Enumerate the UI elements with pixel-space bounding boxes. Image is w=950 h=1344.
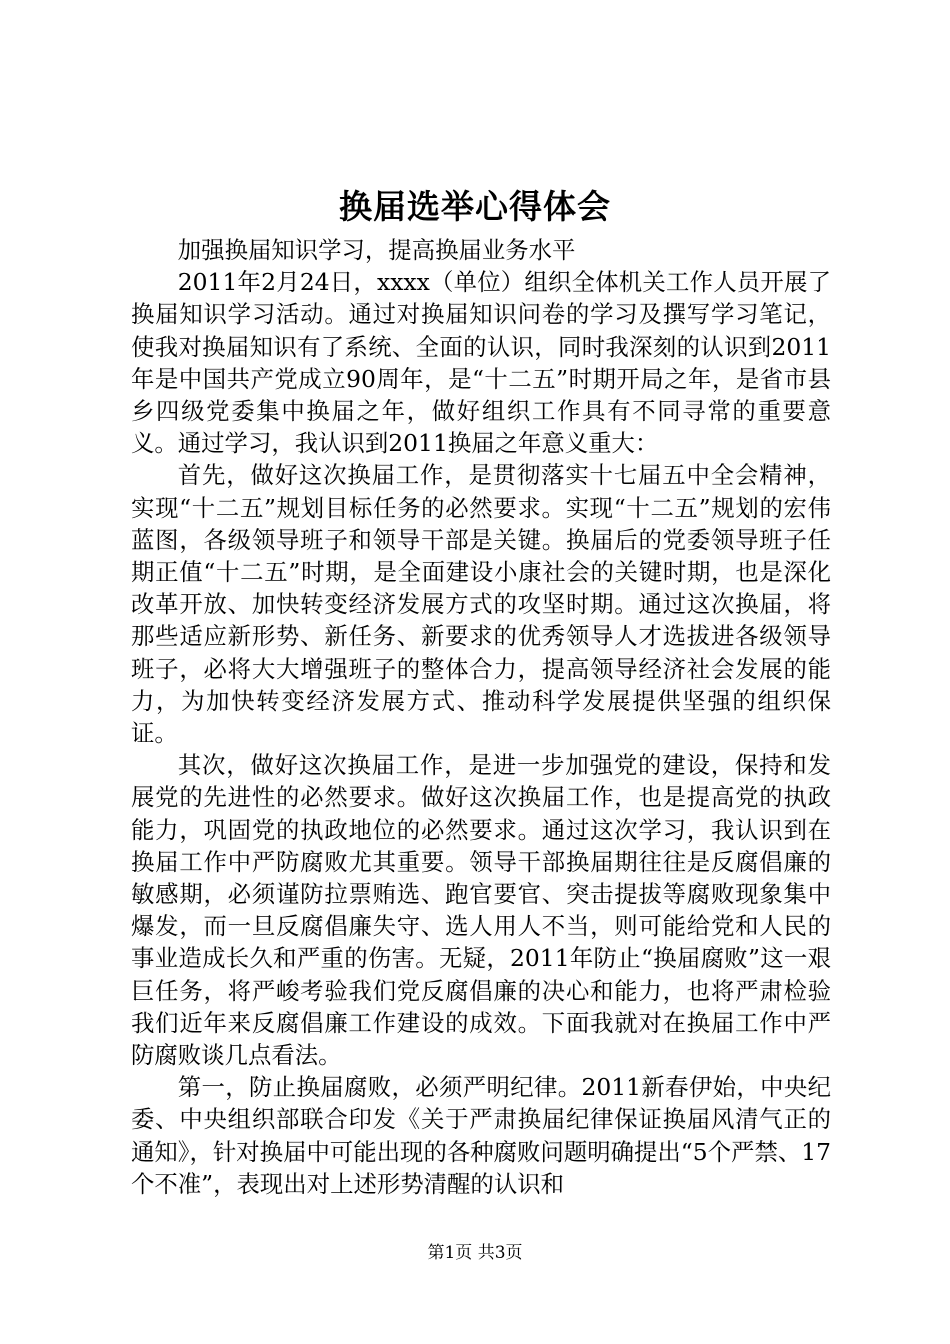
paragraph: 2011年2月24日，xxxx（单位）组织全体机关工作人员开展了换届知识学习活动。通过对换届知识问卷的学习及撰写学习笔记，使我对换届知识有了系统、全面的认识，同时我深刻的认识到2011年是中国共产党成立90周年，是“十二五”时期开局之年，是省市县乡四级党委集中换届之年，做好组织工作具有不同寻常的重要意义。通过学习，我认识到2011换届之年意义重大： [131, 268, 831, 458]
paragraph-subheading: 加强换届知识学习，提高换届业务水平 [177, 236, 576, 264]
paragraph: 首先，做好这次换届工作，是贯彻落实十七届五中全会精神，实现“十二五”规划目标任务的必然要求。实现“十二五”规划的宏伟蓝图，各级领导班子和领导干部是关键。换届后的党委领导班子任期正值“十二五”时期，是全面建设小康社会的关键时期，也是深化改革开放、加快转变经济发展方式的攻坚时期。通过这次换届，将那些适应新形势、新任务、新要求的优秀领导人才选拔进各级领导班子，必将大大增强班子的整体合力，提高领导经济社会发展的能力，为加快转变经济发展方式、推动科学发展提供坚强的组织保证。 [131, 461, 831, 748]
paragraph: 其次，做好这次换届工作，是进一步加强党的建设，保持和发展党的先进性的必然要求。做好这次换届工作，也是提高党的执政能力，巩固党的执政地位的必然要求。通过这次学习，我认识到在换届工作中严防腐败尤其重要。领导干部换届期往往是反腐倡廉的敏感期，必须谨防拉票贿选、跑官要官、突击提拔等腐败现象集中爆发，而一旦反腐倡廉失守、选人用人不当，则可能给党和人民的事业造成长久和严重的伤害。无疑，2011年防止“换届腐败”这一艰巨任务，将严峻考验我们党反腐倡廉的决心和能力，也将严肃检验我们近年来反腐倡廉工作建设的成效。下面我就对在换届工作中严防腐败谈几点看法。 [131, 751, 831, 1070]
page-number-footer: 第1页 共3页 [427, 1243, 523, 1263]
paragraph: 第一，防止换届腐败，必须严明纪律。2011新春伊始，中央纪委、中央组织部联合印发《关于严肃换届纪律保证换届风清气正的通知》，针对换届中可能出现的各种腐败问题明确提出“5个严禁、17个不准”，表现出对上述形势清醒的认识和 [131, 1073, 831, 1198]
document-body [131, 234, 831, 1200]
document-title: 换届选举心得体会 [339, 187, 611, 226]
